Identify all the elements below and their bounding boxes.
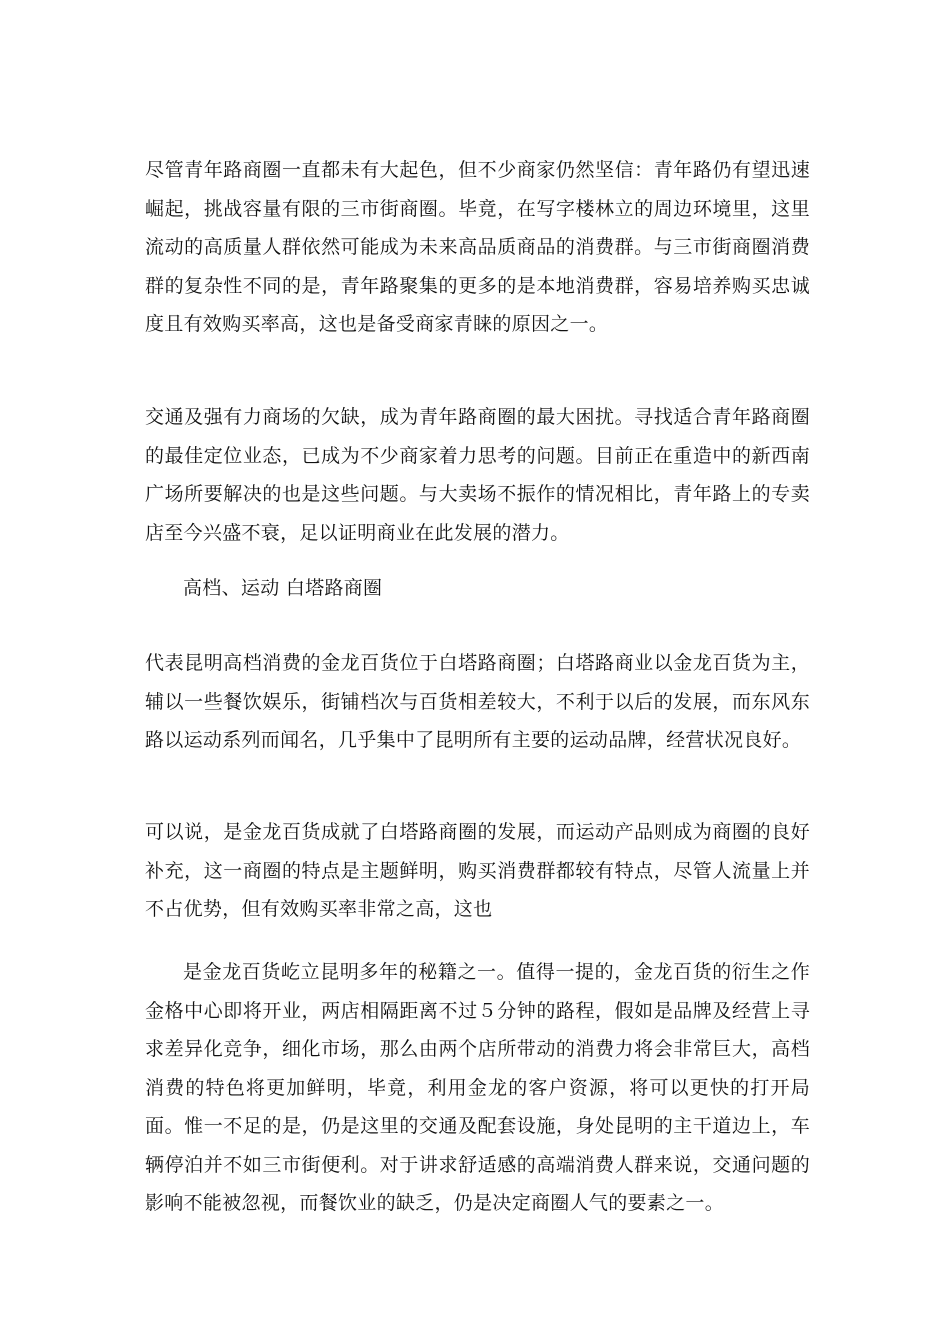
- section-heading-baita-road: 高档、运动 白塔路商圈: [183, 577, 383, 599]
- paragraph-jinlong-department-store: 是金龙百货屹立昆明多年的秘籍之一。值得一提的，金龙百货的衍生之作金格中心即将开业，两店相隔距离不过５分钟的路程，假如是品牌及经营上寻求差异化竞争，细化市场，那么由两个店所带动的消费力将会非常巨大，高档消费的特色将更加鲜明，毕竟，利用金龙的客户资源，将可以更快的打开局面。惟一不足的是，仍是这里的交通及配套设施，身处昆明的主干道边上，车辆停泊并不如三市街便利。对于讲求舒适感的高端消费人群来说，交通问题的影响不能被忽视，而餐饮业的缺乏，仍是决定商圈人气的要素之一。: [145, 961, 810, 1214]
- paragraph-baita-road-overview: 代表昆明高档消费的金龙百货位于白塔路商圈；白塔路商业以金龙百货为主，辅以一些餐饮娱乐，街铺档次与百货相差较大，不利于以后的发展，而东风东路以运动系列而闻名，几乎集中了昆明所有主要的运动品牌，经营状况良好。: [145, 652, 810, 751]
- paragraph-baita-road-features: 可以说，是金龙百货成就了白塔路商圈的发展，而运动产品则成为商圈的良好补充，这一商圈的特点是主题鲜明，购买消费群都较有特点，尽管人流量上并不占优势，但有效购买率非常之高，这也: [145, 821, 810, 920]
- paragraph-qingnian-road-traffic: 交通及强有力商场的欠缺，成为青年路商圈的最大困扰。寻找适合青年路商圈的最佳定位业态，已成为不少商家着力思考的问题。目前正在重造中的新西南广场所要解决的也是这些问题。与大卖场不振作的情况相比，青年路上的专卖店至今兴盛不衰，足以证明商业在此发展的潜力。: [145, 406, 810, 544]
- paragraph-qingnian-road-outlook: 尽管青年路商圈一直都未有大起色，但不少商家仍然坚信：青年路仍有望迅速崛起，挑战容量有限的三市街商圈。毕竟，在写字楼林立的周边环境里，这里流动的高质量人群依然可能成为未来高品质商品的消费群。与三市街商圈消费群的复杂性不同的是，青年路聚集的更多的是本地消费群，容易培养购买忠诚度且有效购买率高，这也是备受商家青睐的原因之一。: [145, 159, 810, 335]
